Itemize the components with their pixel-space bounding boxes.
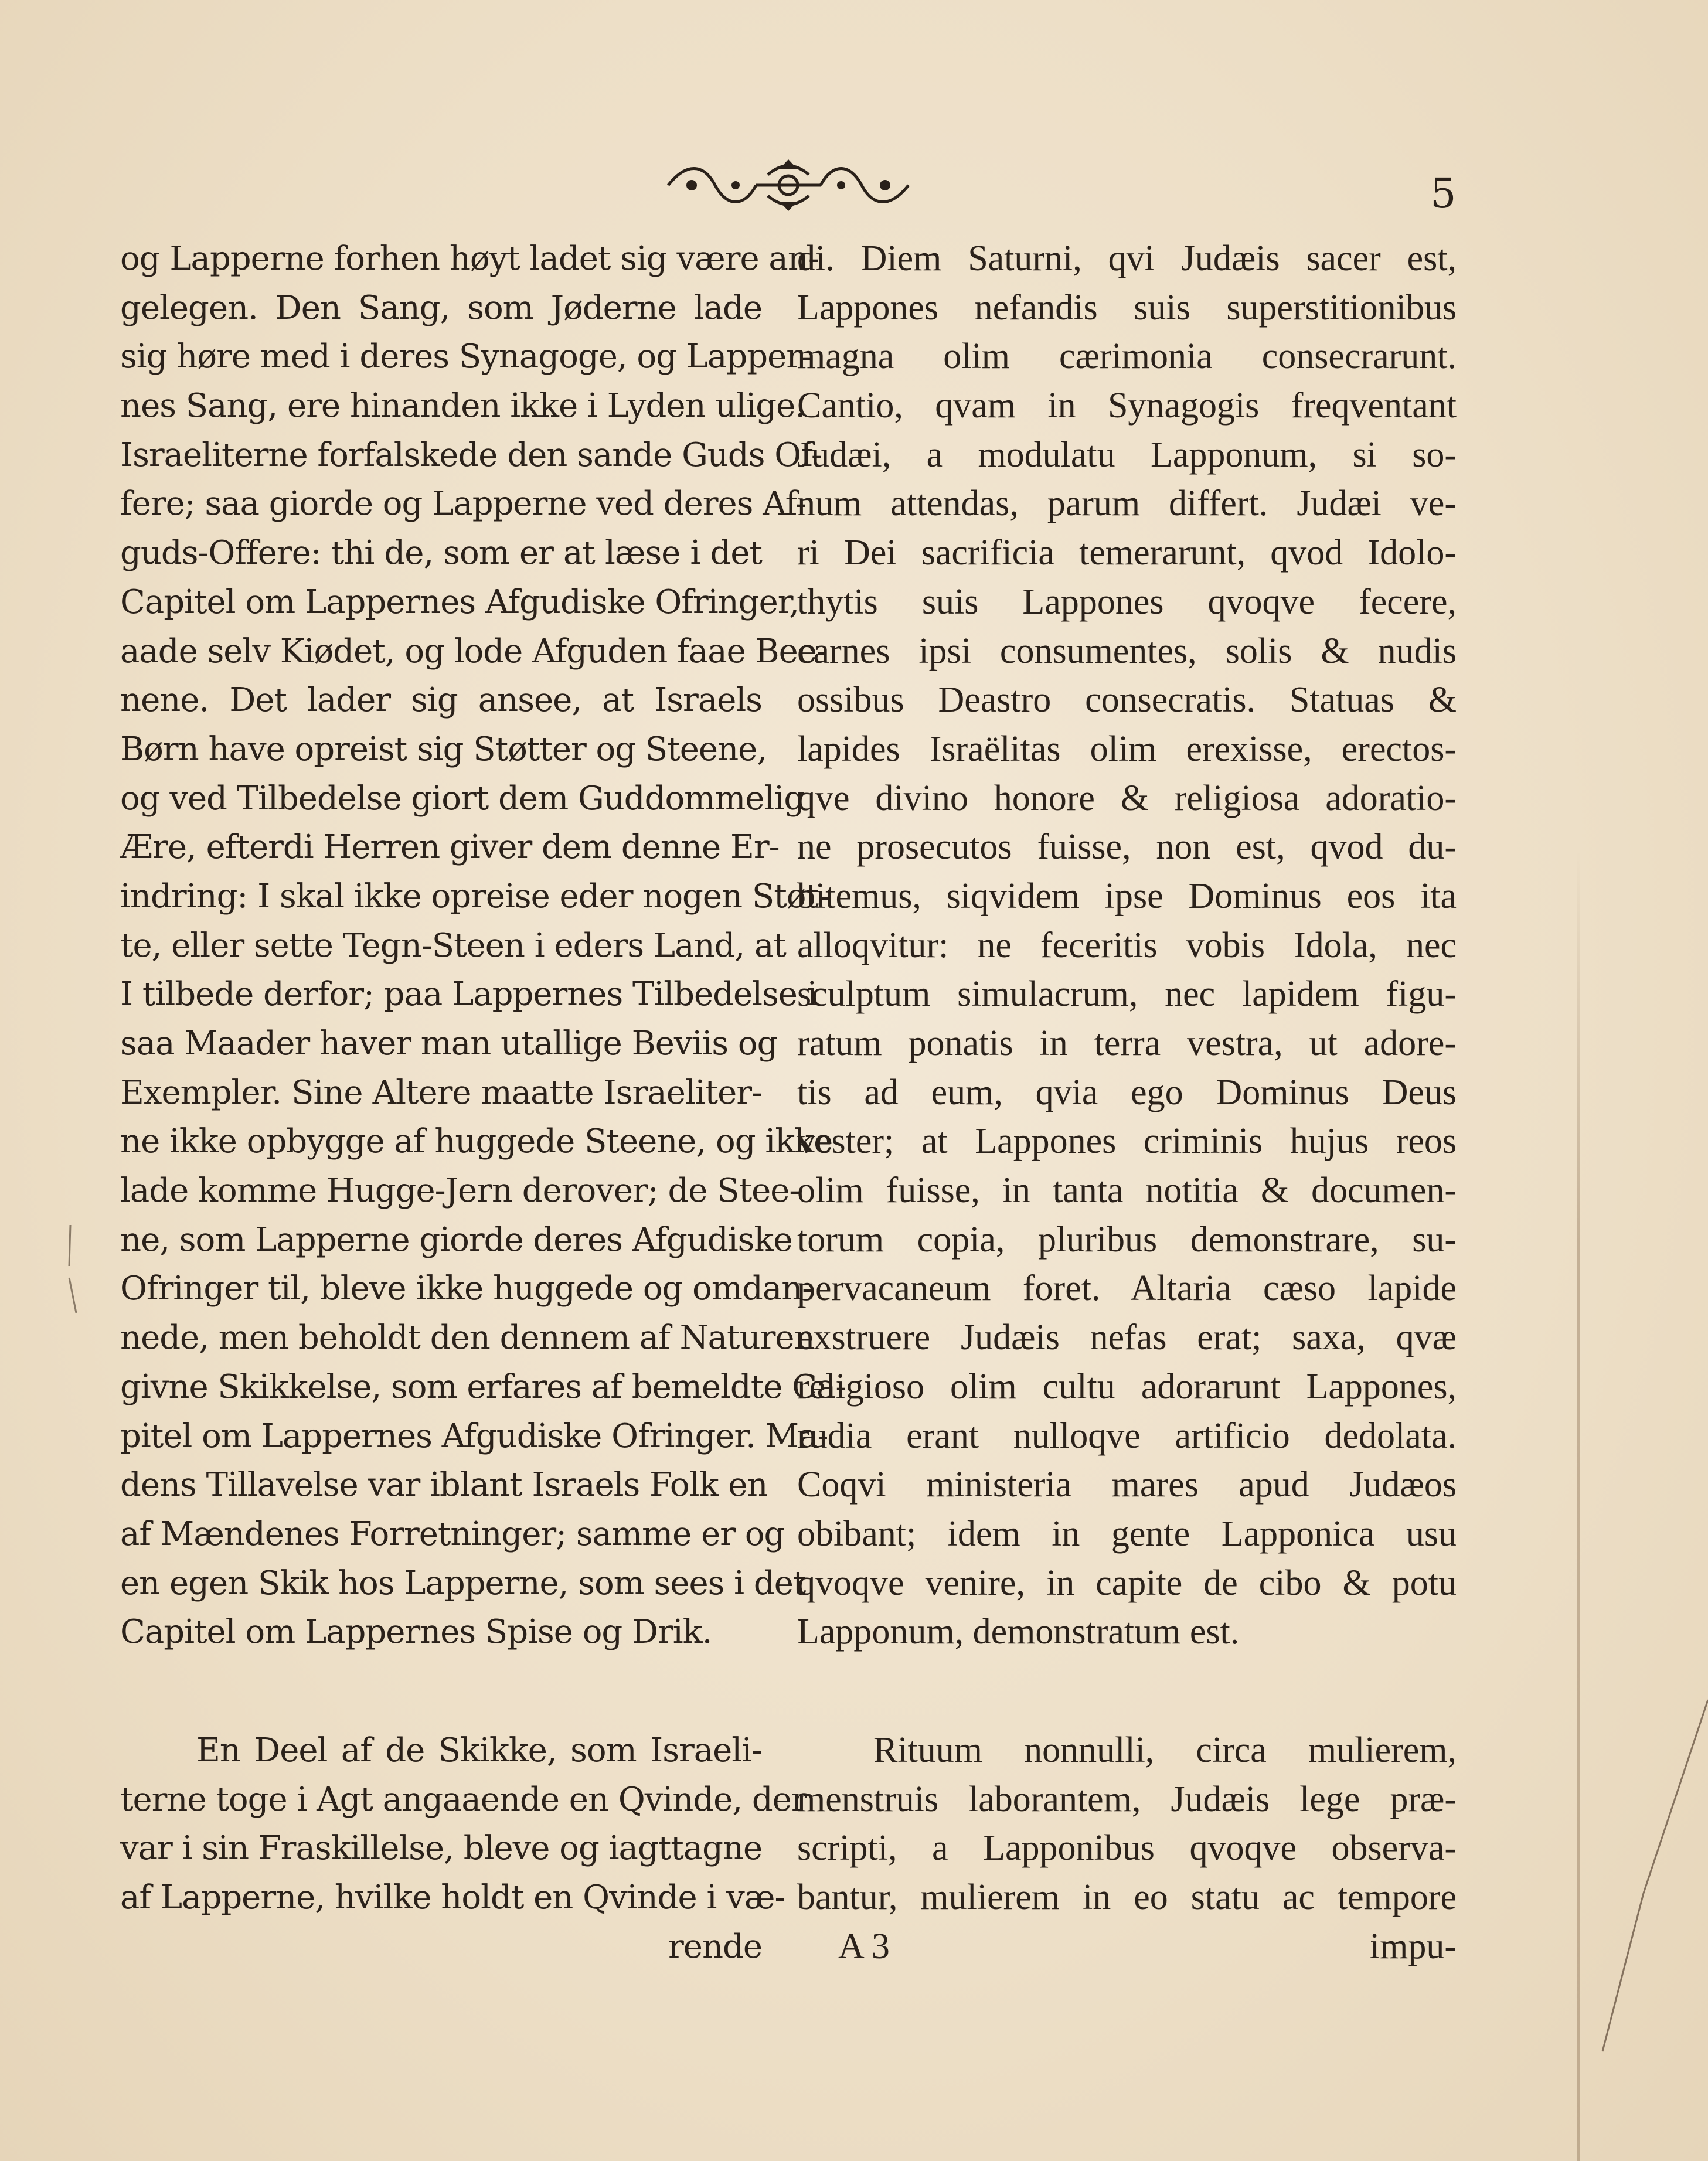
latin-paragraph-1 [797, 234, 1457, 1657]
text-line: fere; saa giorde og Lapperne ved deres Af- [120, 485, 807, 523]
text-line: pitel om Lappernes Afgudiske Ofringer. Ma- [120, 1417, 828, 1455]
text-line: num attendas, parum differt. Judæi ve- [797, 484, 1457, 524]
text-line: ratum ponatis in terra vestra, ut adore- [797, 1023, 1457, 1063]
text-line: religioso olim cultu adorarunt Lappones, [797, 1366, 1457, 1407]
text-line: og Lapperne forhen høyt ladet sig være an- [120, 240, 819, 278]
danish-catchword: rende [668, 1927, 762, 1966]
text-line: lapides Israëlitas olim erexisse, erectos- [797, 729, 1457, 769]
text-line: Coqvi ministeria mares apud Judæos [797, 1465, 1457, 1505]
page-number: 5 [1430, 169, 1457, 217]
text-line: exstruere Judæis nefas erat; saxa, qvæ [797, 1318, 1457, 1358]
text-line: magna olim cærimonia consecrarunt. [797, 336, 1457, 377]
margin-mark-icon [63, 1225, 81, 1313]
text-line: dens Tillavelse var iblant Israels Folk en [120, 1466, 768, 1505]
text-line: saa Maader haver man utallige Beviis og [120, 1025, 778, 1063]
danish-paragraph-2 [120, 1726, 807, 1922]
text-line: Ofringer til, bleve ikke huggede og omdan- [120, 1270, 813, 1308]
text-line: sculptum simulacrum, nec lapidem figu- [797, 974, 1457, 1015]
text-line: Lappones nefandis suis superstitionibus [797, 287, 1457, 328]
paper-crease-icon [1579, 1700, 1708, 2051]
text-line: af Mændenes Forretninger; samme er og [120, 1515, 785, 1553]
latin-column [797, 234, 1457, 1971]
danish-paragraph-1 [120, 234, 846, 1657]
text-line: bantur, mulierem in eo statu ac tempore [797, 1877, 1457, 1917]
text-line: Lapponum, demonstratum est. [797, 1612, 1240, 1652]
text-line: I tilbede derfor; paa Lappernes Tilbedelse i [120, 975, 817, 1014]
text-line: sig høre med i deres Synagoge, og Lapper- [120, 338, 812, 376]
text-line: aade selv Kiødet, og lode Afguden faae Bee- [120, 632, 827, 671]
text-line: En Deel af de Skikke, som Israeli- [196, 1731, 762, 1769]
text-line: te, eller sette Tegn-Steen i eders Land, at [120, 926, 786, 965]
text-line: vester; at Lappones criminis hujus reos [797, 1121, 1457, 1162]
text-line: en egen Skik hos Lapperne, som sees i det [120, 1564, 806, 1602]
text-line: terne toge i Agt angaaende en Qvinde, der [120, 1780, 807, 1819]
latin-catchword: impu- [1369, 1926, 1457, 1966]
text-line: nene. Det lader sig ansee, at Israels [120, 681, 762, 720]
text-line: indring: I skal ikke opreise eder nogen Støt- [120, 877, 829, 916]
text-line: Ære, efterdi Herren giver dem denne Er- [120, 828, 780, 867]
text-line: ossibus Deastro consecratis. Statuas & [797, 680, 1457, 720]
signature-mark: A 3 [838, 1926, 890, 1966]
text-line: ne ikke opbygge af huggede Steene, og ikke [120, 1122, 833, 1161]
text-line: og ved Tilbedelse giort dem Guddommelig [120, 779, 805, 818]
text-line: menstruis laborantem, Judæis lege præ- [797, 1779, 1457, 1819]
text-line: Capitel om Lappernes Spise og Drik. [120, 1613, 712, 1652]
ornament-headpiece-icon [662, 157, 914, 213]
text-line: nede, men beholdt den dennem af Naturen [120, 1319, 815, 1357]
text-line: Israeliterne forfalskede den sande Guds Of- [120, 435, 822, 474]
text-line: givne Skikkelse, som erfares af bemeldte Ca- [120, 1367, 846, 1406]
text-line: ne, som Lapperne giorde deres Afgudiske [120, 1220, 792, 1259]
latin-paragraph-2 [797, 1726, 1457, 1922]
text-line: Capitel om Lappernes Afgudiske Ofringer, [120, 583, 799, 621]
text-line: guds-Offere: thi de, som er at læse i det [120, 534, 762, 573]
text-line: ri Dei sacrificia temerarunt, qvod Idolo- [797, 533, 1457, 573]
text-line: scripti, a Lapponibus qvoqve observa- [797, 1828, 1457, 1869]
text-line: carnes ipsi consumentes, solis & nudis [797, 631, 1457, 671]
text-line: gelegen. Den Sang, som Jøderne lade [120, 288, 762, 327]
danish-column [120, 234, 846, 1971]
text-line: pervacaneum foret. Altaria cæso lapide [797, 1268, 1457, 1309]
text-line: Børn have opreist sig Støtter og Steene, [120, 730, 767, 768]
text-line: torum copia, pluribus demonstrare, su- [797, 1219, 1457, 1260]
text-line: ne prosecutos fuisse, non est, qvod du- [797, 827, 1457, 867]
text-line: obibant; idem in gente Lapponica usu [797, 1513, 1457, 1554]
text-line: olim fuisse, in tanta notitia & documen- [797, 1170, 1457, 1211]
text-line: af Lapperne, hvilke holdt en Qvinde i væ- [120, 1878, 785, 1917]
text-line: Cantio, qvam in Synagogis freqventant [797, 386, 1457, 426]
text-line: rudia erant nulloqve artificio dedolata. [797, 1415, 1457, 1456]
text-line: di. Diem Saturni, qvi Judæis sacer est, [797, 239, 1457, 278]
text-line: Exempler. Sine Altere maatte Israeliter- [120, 1073, 762, 1112]
text-line: bitemus, siqvidem ipse Dominus eos ita [797, 876, 1457, 916]
text-line: lade komme Hugge-Jern derover; de Stee- [120, 1172, 800, 1210]
text-line: var i sin Fraskillelse, bleve og iagttagne [120, 1829, 763, 1868]
text-line: tis ad eum, qvia ego Dominus Deus [797, 1072, 1457, 1112]
text-line: thytis suis Lappones qvoqve fecere, [797, 581, 1457, 622]
page-footer [797, 1922, 1457, 1972]
text-line: nes Sang, ere hinanden ikke i Lyden ulige. [120, 387, 805, 426]
text-line: Judæi, a modulatu Lapponum, si so- [797, 434, 1457, 475]
text-line: qvoqve venire, in capite de cibo & potu [797, 1563, 1457, 1603]
text-line: Rituum nonnulli, circa mulierem, [873, 1730, 1457, 1770]
text-line: alloqvitur: ne feceritis vobis Idola, nec [797, 925, 1457, 965]
text-line: qve divino honore & religiosa adoratio- [797, 778, 1457, 818]
